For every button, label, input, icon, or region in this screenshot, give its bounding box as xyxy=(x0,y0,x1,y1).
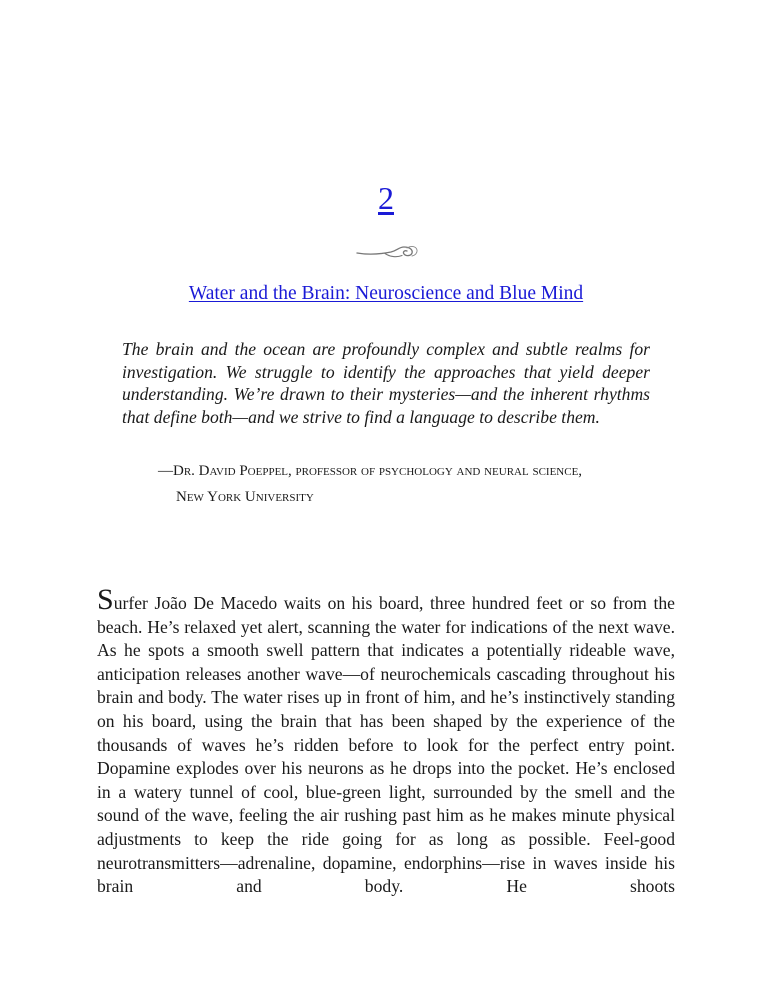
epigraph-attribution xyxy=(158,458,658,510)
body-paragraph-text: urfer João De Macedo waits on his board, three hundred feet or so from the beach. He’s relaxed yet alert, scanning the water for indications of the next wave. As he spots a smooth swell pattern that indicates a potentially rideable wave, anticipation releases another wave—of neurochemicals cascading throughout his brain and body. The water rises up in front of him, and he’s instinctively standing on his board, using the brain that has been shaped by the experience of the thousands of waves he’s ridden before to look for the perfect entry point. Dopamine explodes over his neurons as he drops into the pocket. He’s enclosed in a watery tunnel of cool, blue-green light, surrounded by the smell and the sound of the wave, feeling the air rushing past him as he makes minute physical adjustments to keep the ride going for as long as possible. Feel-good neurotransmitters—adrenaline, dopamine, endorphins—rise in waves inside his brain and body. He shoots xyxy=(97,593,675,897)
body-paragraph xyxy=(97,583,675,899)
epigraph-quote: The brain and the ocean are profoundly complex and subtle realms for investigation. We struggle to identify the approaches that yield deeper understanding. We’re drawn to their mysteries—and the inherent rhythms that define both—and we strive to find a language to describe them. xyxy=(122,339,650,427)
attribution-institution: New York University xyxy=(176,489,314,505)
drop-cap: S xyxy=(97,583,114,616)
flourish-icon xyxy=(355,244,419,260)
chapter-title-link[interactable]: Water and the Brain: Neuroscience and Blue Mind xyxy=(188,283,584,304)
chapter-number-link[interactable]: 2 xyxy=(378,180,394,216)
attribution-name: —Dr. David Poeppel, professor of psychology and neural science, xyxy=(158,463,583,479)
